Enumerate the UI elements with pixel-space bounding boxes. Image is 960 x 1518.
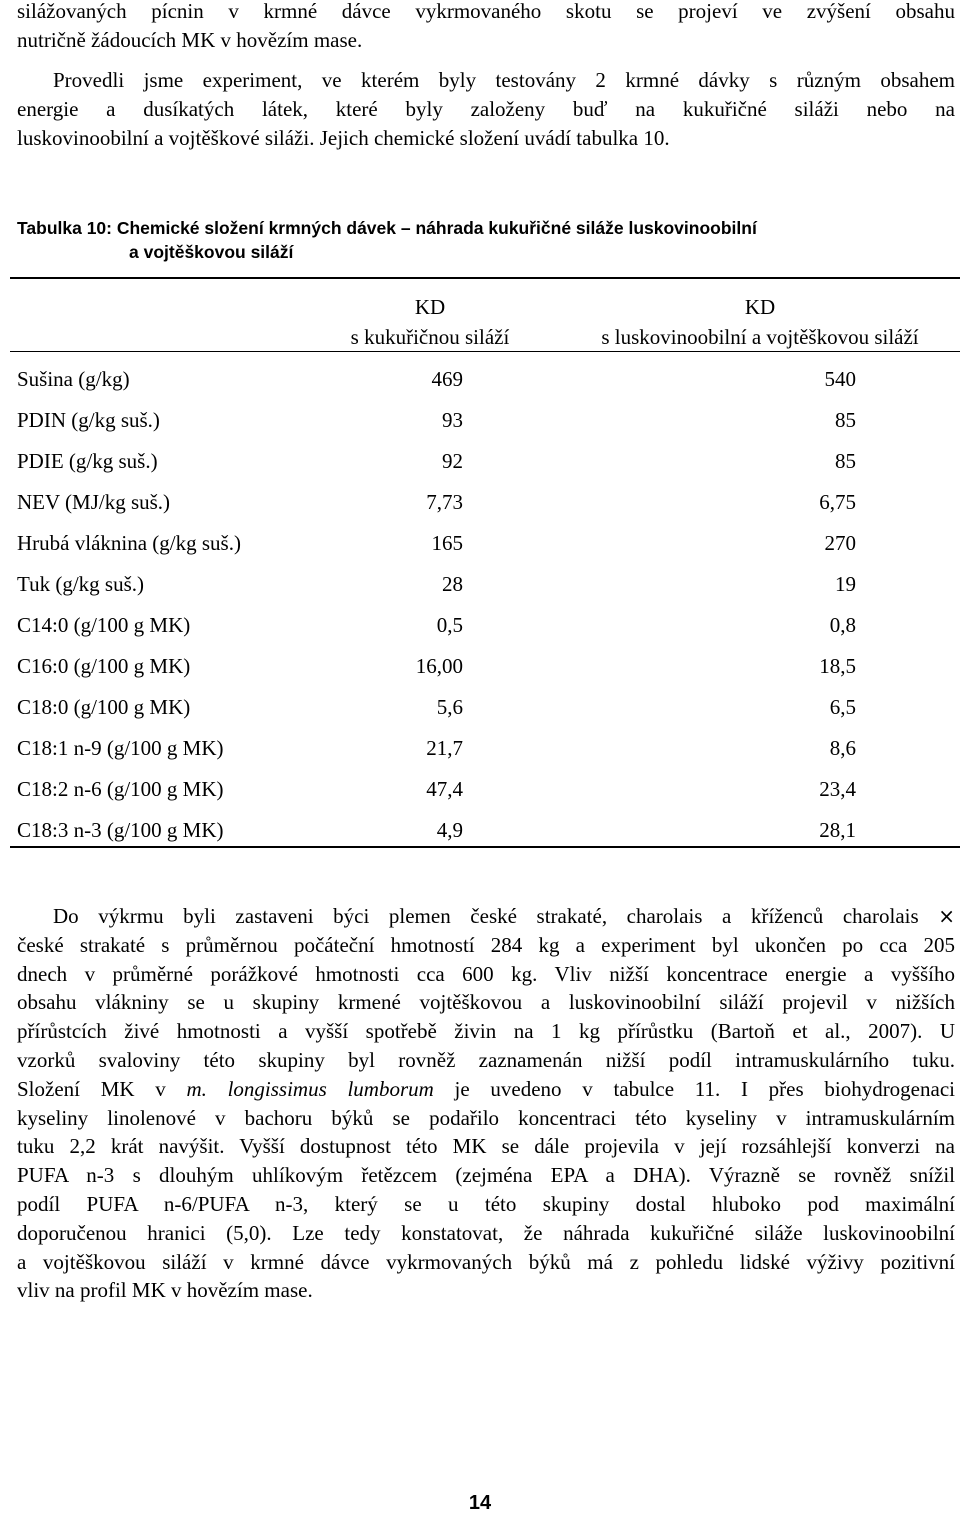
row-value-corn: 16,00 xyxy=(415,654,463,678)
table-row xyxy=(0,775,960,816)
row-value-legume: 0,8 xyxy=(829,613,856,637)
text-line: energie a dusíkatých látek, které byly založeny buď na kukuřičné siláži nebo na xyxy=(17,96,955,121)
row-value-legume: 6,75 xyxy=(819,490,856,514)
text-line: podíl PUFA n-6/PUFA n-3, který se u této skupiny dostal hluboko pod maximální xyxy=(17,1191,955,1216)
text-line: Provedli jsme experiment, ve kterém byly testovány 2 krmné dávky s různým obsahem xyxy=(53,68,955,92)
text-line: české strakaté s průměrnou počáteční hmotností 284 kg a experiment byl ukončen po cca 205 xyxy=(17,932,955,957)
table-row xyxy=(0,652,960,693)
text-line: tuku 2,2 krát navýšit. Vyšší dostupnost této MK se dále projevila v její rozsáhlejší konverzi na xyxy=(17,1134,955,1159)
row-value-corn: 7,73 xyxy=(426,490,463,514)
row-value-legume: 8,6 xyxy=(829,736,856,760)
row-label: C18:3 n-3 (g/100 g MK) xyxy=(17,818,224,842)
table-row xyxy=(0,816,960,857)
paragraph-intro xyxy=(17,0,955,55)
text-line xyxy=(17,1075,955,1104)
text-line: silážovaných pícnin v krmné dávce vykrmovaného skotu se projeví ve zvýšení obsahu xyxy=(17,0,955,23)
row-value-corn: 28 xyxy=(442,572,463,596)
text-line: přírůstcích živé hmotnosti a vyšší spotřebě živin na 1 kg přírůstku (Bartoň et al., 2007). U xyxy=(17,1019,955,1044)
table-row xyxy=(0,611,960,652)
table-header-line: s kukuřičnou siláží xyxy=(350,325,510,349)
table-caption xyxy=(17,216,947,264)
row-label: Hrubá vláknina (g/kg suš.) xyxy=(17,531,241,555)
table-row xyxy=(0,406,960,447)
cross-symbol: × xyxy=(938,904,956,928)
text-line: nutričně žádoucích MK v hovězím mase. xyxy=(17,27,363,52)
text-line: PUFA n-3 s dlouhým uhlíkovým řetězcem (zejména EPA a DHA). Výrazně se rovněž snížil xyxy=(17,1163,955,1188)
row-value-corn: 21,7 xyxy=(426,736,463,760)
table-header-rule xyxy=(10,351,960,352)
text-fragment: je uvedeno v tabulce 11. I přes biohydrogenaci xyxy=(433,1076,955,1101)
row-value-legume: 85 xyxy=(835,449,856,473)
table-header-line: s luskovinoobilní a vojtěškovou siláží xyxy=(601,325,919,349)
row-label: C16:0 (g/100 g MK) xyxy=(17,654,191,678)
row-value-legume: 28,1 xyxy=(819,818,856,842)
row-value-legume: 19 xyxy=(835,572,856,596)
row-value-corn: 469 xyxy=(431,367,463,391)
text-line: luskovinoobilní a vojtěškové siláži. Jejich chemické složení uvádí tabulka 10. xyxy=(17,125,670,150)
paragraph-results xyxy=(17,902,955,1305)
row-label: C18:1 n-9 (g/100 g MK) xyxy=(17,736,224,760)
latin-muscle-name: m. longissimus lumborum xyxy=(186,1076,434,1101)
table-row xyxy=(0,734,960,775)
text-line: kyseliny linolenové v bachoru býků se podařilo koncentraci této kyseliny v intramuskulárním xyxy=(17,1105,955,1130)
table-row xyxy=(0,570,960,611)
text-line: vliv na profil MK v hovězím mase. xyxy=(17,1278,313,1303)
row-value-corn: 5,6 xyxy=(436,695,463,719)
row-value-legume: 540 xyxy=(824,367,856,391)
table-caption-line: Tabulka 10: Chemické složení krmných dávek – náhrada kukuřičné siláže luskovinoobilní xyxy=(17,218,757,238)
row-value-corn: 47,4 xyxy=(426,777,463,801)
table-top-rule xyxy=(10,277,960,279)
row-value-legume: 23,4 xyxy=(819,777,856,801)
row-label: Sušina (g/kg) xyxy=(17,367,130,391)
text-fragment: Do výkrmu byli zastaveni býci plemen české strakaté, charolais a kříženců charolais xyxy=(53,904,919,928)
text-line: a vojtěškovou siláží v krmné dávce vykrmovaných býků má z pohledu lidské výživy pozitivní xyxy=(17,1249,955,1274)
row-value-legume: 6,5 xyxy=(829,695,856,719)
table-row xyxy=(0,488,960,529)
table-header-legume-silage xyxy=(560,292,960,352)
text-line: obsahu vlákniny se u skupiny krmené vojtěškovou a luskovinoobilní siláží projevil v nižších xyxy=(17,990,955,1015)
table-row xyxy=(0,365,960,406)
row-label: PDIE (g/kg suš.) xyxy=(17,449,158,473)
text-line: dnech v průměrné porážkové hmotnosti cca 600 kg. Vliv nižší koncentrace energie a vyššího xyxy=(17,961,955,986)
table-caption-line: a vojtěškovou siláží xyxy=(129,242,294,262)
table-row xyxy=(0,529,960,570)
row-label: C14:0 (g/100 g MK) xyxy=(17,613,191,637)
text-line xyxy=(17,902,955,931)
table-header-line: KD xyxy=(744,295,776,319)
text-line: doporučenou hranici (5,0). Lze tedy konstatovat, že náhrada kukuřičné siláže luskovinoobilní xyxy=(17,1220,955,1245)
table-row xyxy=(0,693,960,734)
row-value-corn: 93 xyxy=(442,408,463,432)
row-value-corn: 4,9 xyxy=(436,818,463,842)
row-label: NEV (MJ/kg suš.) xyxy=(17,490,171,514)
row-value-legume: 270 xyxy=(824,531,856,555)
row-value-corn: 165 xyxy=(431,531,463,555)
text-fragment: Složení MK v xyxy=(17,1076,187,1101)
row-label: PDIN (g/kg suš.) xyxy=(17,408,160,432)
paragraph-experiment xyxy=(17,66,955,152)
text-line: vzorků svaloviny této skupiny byl rovněž zaznamenán nižší podíl intramuskulárního tuku. xyxy=(17,1047,955,1072)
row-label: C18:0 (g/100 g MK) xyxy=(17,695,191,719)
table-header-corn-silage xyxy=(330,292,530,352)
table-bottom-rule xyxy=(10,846,960,848)
table-header-line: KD xyxy=(414,295,446,319)
row-value-legume: 18,5 xyxy=(819,654,856,678)
row-label: C18:2 n-6 (g/100 g MK) xyxy=(17,777,224,801)
row-value-corn: 92 xyxy=(442,449,463,473)
row-label: Tuk (g/kg suš.) xyxy=(17,572,145,596)
page-number: 14 xyxy=(468,1492,492,1514)
table-row xyxy=(0,447,960,488)
row-value-legume: 85 xyxy=(835,408,856,432)
row-value-corn: 0,5 xyxy=(436,613,463,637)
